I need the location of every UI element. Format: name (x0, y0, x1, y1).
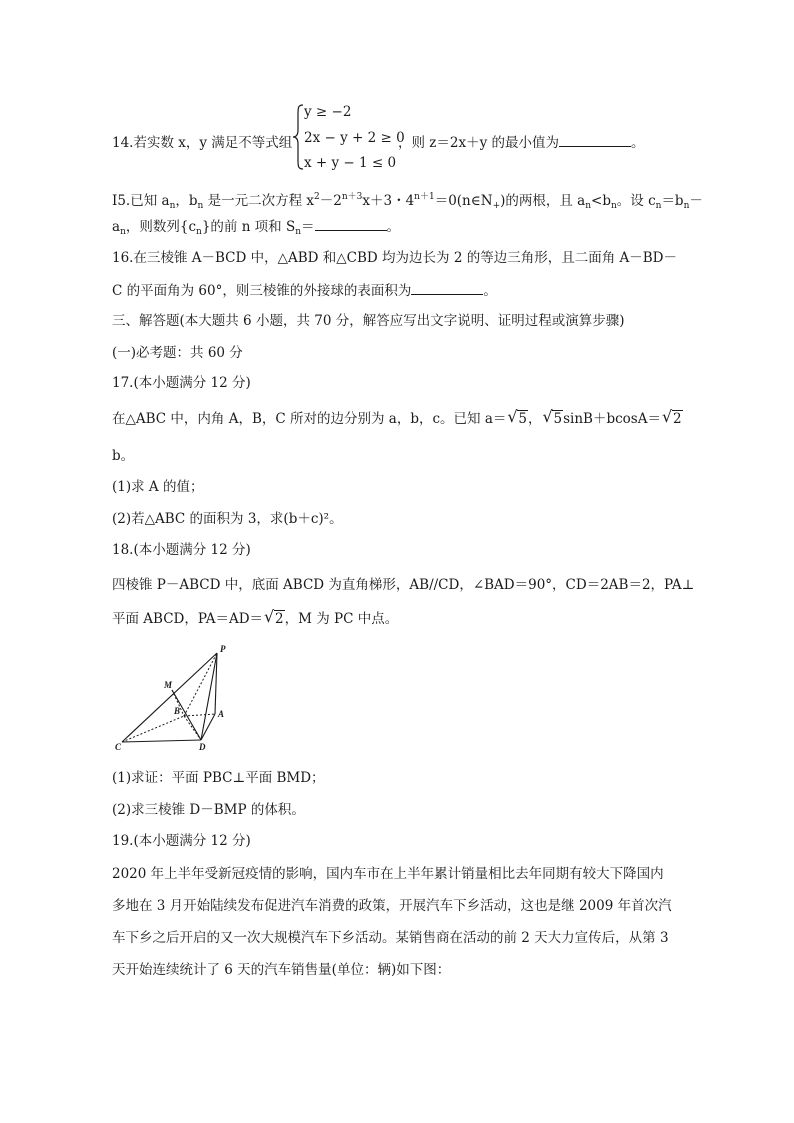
q15-t7: )的两根，且 a (500, 193, 586, 209)
q18-line-1: 四棱锥 P－ABCD 中，底面 ABCD 为直角梯形，AB//CD，∠BAD＝90°，CD＝2AB＝2，PA⊥ (112, 577, 695, 593)
q15-t4: －2 (319, 193, 342, 209)
edge-ba (184, 714, 215, 716)
q15-t11: － (689, 193, 703, 209)
q15-s1: n (169, 201, 176, 211)
section-3-title: 三、解答题(本大题共 6 小题，共 70 分，解答应写出文字说明、证明过程或演算步骤) (112, 313, 625, 329)
q14-lead: 14.若实数 x，y 满足不等式组 (112, 135, 293, 151)
q18-t2: ，M 为 PC 中点。 (284, 611, 399, 627)
q18-rad2: 2 (275, 611, 284, 627)
q15-t6: ＝0(n∈N (434, 193, 493, 209)
edge-cd (122, 740, 201, 742)
q18-heading: 18.(本小题满分 12 分) (112, 542, 251, 558)
q17-t1: 在△ABC 中，内角 A，B，C 所对的边分别为 a，b，c。已知 a＝ (112, 411, 507, 427)
q17-rad5: 5 (518, 411, 527, 427)
q16-end: 。 (483, 283, 497, 299)
q17-line-2: b。 (112, 448, 135, 464)
label-a: A (218, 709, 225, 719)
q15-t3: 是一元二次方程 x (203, 193, 315, 209)
q17-t3: sinB＋bcosA＝ (563, 411, 661, 427)
q15-u3: ，则数列{c (125, 219, 197, 235)
edge-bd (184, 716, 201, 740)
q15-s9: n (655, 201, 662, 211)
label-d: D (199, 742, 206, 752)
q15-line-1 (112, 188, 703, 215)
q17-part-2: (2)若△ABC 的面积为 3，求(b＋c)²。 (112, 511, 343, 527)
q14-ineq-2: 2x − y + 2 ≥ 0 (304, 130, 405, 146)
q15-t2: ，b (175, 193, 198, 209)
edge-bp (184, 653, 217, 716)
q14-tail-text: ，则 z＝2x＋y 的最小值为 (398, 135, 560, 151)
q17-line-1 (112, 410, 683, 428)
q19-line-3: 车下乡之后开启的又一次大规模汽车下乡活动。某销售商在活动的前 2 天大力宣传后，从第 3 (112, 930, 669, 946)
q19-line-1: 2020 年上半年受新冠疫情的影响，国内车市在上半年累计销量相比去年同期有较大下降国内 (112, 866, 664, 882)
q15-u5: }的前 n 项和 S (201, 219, 296, 235)
q14-answer-blank (559, 132, 631, 147)
q15-s10: n (683, 201, 690, 211)
label-m: M (164, 680, 173, 690)
edge-cb (122, 716, 184, 742)
q17-part-1: (1)求 A 的值； (112, 479, 204, 495)
q15-s2: n (197, 201, 204, 211)
q15-t1: I5.已知 a (112, 193, 170, 209)
q15-t5: x＋3・4 (362, 193, 415, 209)
label-c: C (115, 742, 122, 752)
label-b: B (174, 706, 181, 716)
q17-rad2: 2 (672, 411, 682, 427)
pyramid-figure (112, 640, 242, 755)
section-3-subtitle: (一)必考题：共 60 分 (112, 345, 243, 361)
q15-s4: n＋3 (341, 192, 363, 202)
q19-heading: 19.(本小题满分 12 分) (112, 833, 251, 849)
q15-t10: ＝b (661, 193, 684, 209)
q19-line-4: 天开始连续统计了 6 天的汽车销售量(单位：辆)如下图： (112, 962, 451, 978)
q15-u7: ＝ (301, 219, 315, 235)
q15-t9: 。设 c (616, 193, 656, 209)
q17-t2: ， (527, 411, 542, 427)
q18-part-2: (2)求三棱锥 D－BMP 的体积。 (112, 802, 305, 818)
q15-s6: + (492, 201, 501, 211)
q19-line-2: 多地在 3 月开始陆续发布促进汽车消费的政策，开展汽车下乡活动，这也是继 2009 年首次汽 (112, 898, 672, 914)
q16-answer-blank (411, 280, 483, 295)
q18-line-2 (112, 610, 398, 628)
q15-answer-blank (315, 216, 387, 231)
sqrt-icon (543, 410, 563, 428)
q16-line-1: 16.在三棱锥 A－BCD 中，△ABD 和△CBD 均为边长为 2 的等边三角形，且二面角 A－BD－ (112, 250, 677, 266)
q15-s8: n (610, 201, 617, 211)
q15-s3: 2 (314, 192, 320, 202)
q15-u4: n (196, 227, 202, 237)
q15-s5: n＋1 (414, 192, 435, 202)
label-p: P (220, 644, 226, 654)
q15-u1: a (112, 219, 121, 235)
sqrt-icon (508, 410, 528, 428)
sqrt-icon (663, 410, 683, 428)
sqrt-icon (265, 610, 285, 628)
q17-rad5b: 5 (553, 411, 563, 427)
q14-end: 。 (631, 135, 645, 151)
q15-u8: 。 (386, 219, 401, 235)
q18-part-1: (1)求证：平面 PBC⊥平面 BMD； (112, 770, 325, 786)
q14-tail (398, 131, 645, 151)
q14-ineq-1: y ≥ −2 (304, 104, 352, 120)
q15-line-2 (112, 216, 400, 241)
q15-u2: n (120, 227, 126, 237)
q14-ineq-3: x + y − 1 ≤ 0 (304, 155, 397, 171)
q16-text: C 的平面角为 60°，则三棱锥的外接球的表面积为 (112, 283, 412, 299)
q16-line-2 (112, 280, 497, 300)
q15-t8: <b (591, 193, 611, 209)
q18-t1: 平面 ABCD，PA＝AD＝ (112, 611, 264, 627)
q17-heading: 17.(本小题满分 12 分) (112, 375, 251, 391)
q15-s7: n (585, 201, 592, 211)
q15-u6: n (295, 227, 302, 237)
